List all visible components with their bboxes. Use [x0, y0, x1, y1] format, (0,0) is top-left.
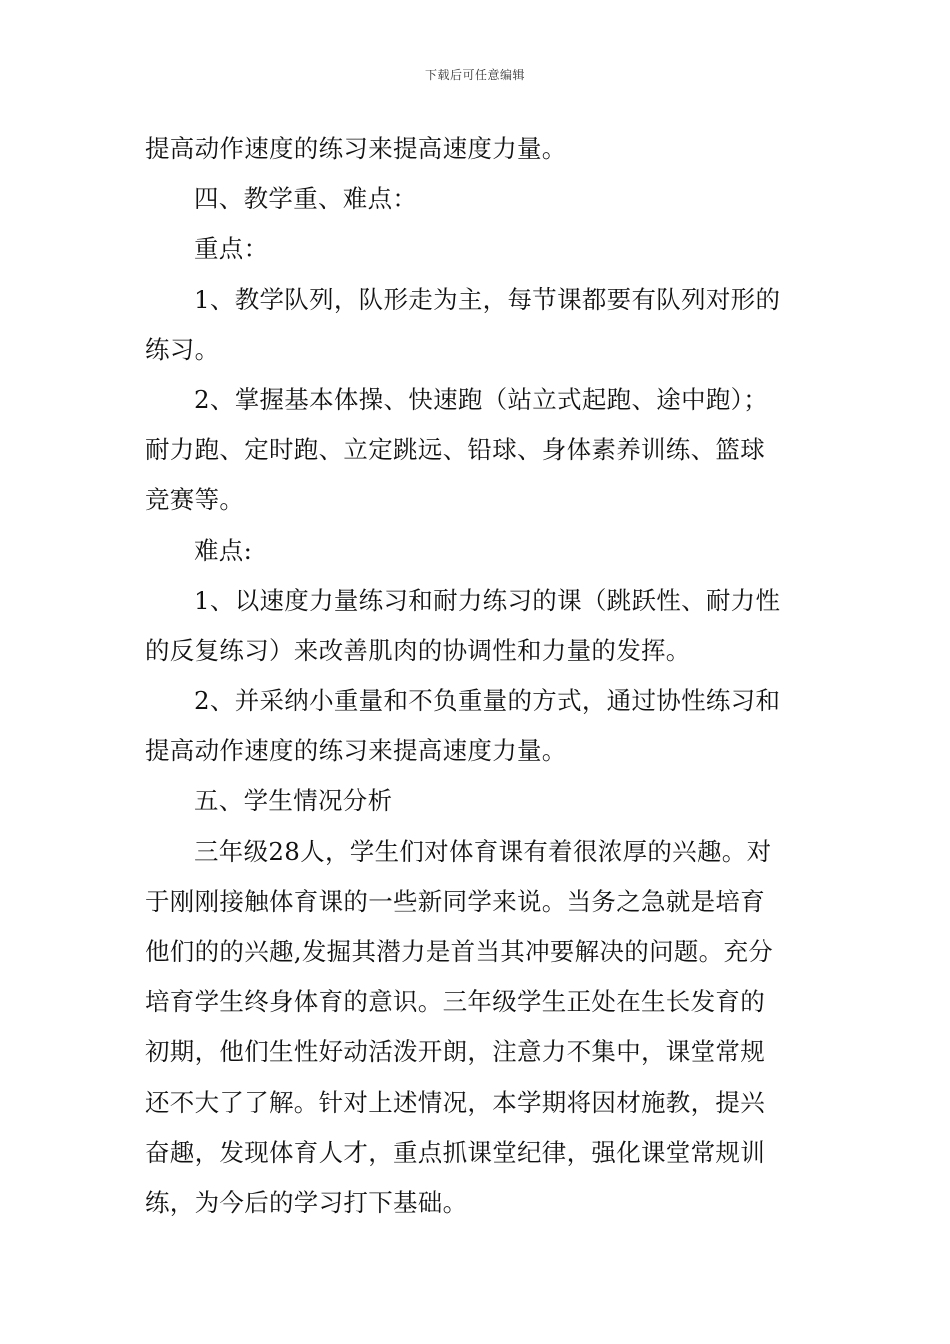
text-line-content: 于刚刚接触体育课的一些新同学来说。当务之急就是培育 — [145, 886, 765, 916]
text-line-content: 练习。 — [145, 334, 220, 364]
text-line-content: 初期，他们生性好动活泼开朗，注意力不集中，课堂常规 — [145, 1037, 765, 1067]
text-line-content: 还不大了了解。针对上述情况，本学期将因材施教，提兴 — [145, 1087, 765, 1117]
text-line — [145, 776, 810, 826]
document-body — [145, 124, 810, 1228]
text-line-content: 提高动作速度的练习来提高速度力量。 — [145, 736, 567, 766]
text-line-content: 的反复练习）来改善肌肉的协调性和力量的发挥。 — [145, 635, 691, 665]
text-line — [145, 425, 810, 475]
text-line-content: 难点: — [194, 535, 253, 565]
text-line-content: 四、教学重、难点： — [194, 184, 418, 214]
text-line-content: 耐力跑、定时跑、立定跳远、铅球、身体素养训练、篮球 — [145, 435, 765, 465]
text-line — [145, 977, 810, 1027]
page-header: 下载后可任意编辑 — [424, 68, 525, 82]
text-line-content: 他们的的兴趣,发掘其潜力是首当其冲要解决的问题。充分 — [145, 937, 774, 966]
text-line — [145, 325, 810, 375]
text-line — [145, 676, 810, 726]
text-line — [145, 475, 810, 525]
text-line-content: 奋趣，发现体育人才，重点抓课堂纪律，强化课堂常规训 — [145, 1137, 765, 1167]
text-line-content: 提高动作速度的练习来提高速度力量。 — [145, 134, 567, 163]
text-line-content: 三年级28人，学生们对体育课有着很浓厚的兴趣。对 — [194, 836, 772, 866]
text-line-content: 竞赛等。 — [145, 485, 245, 515]
text-line — [145, 526, 810, 576]
text-line-content: 2、并采纳小重量和不负重量的方式，通过协性练习和 — [194, 686, 781, 716]
text-line-content: 1、以速度力量练习和耐力练习的课（跳跃性、耐力性 — [194, 585, 781, 615]
text-line-content: 2、掌握基本体操、快速跑（站立式起跑、途中跑）； — [194, 384, 769, 414]
text-line-content: 培育学生终身体育的意识。三年级学生正处在生长发育的 — [145, 987, 765, 1017]
text-line — [145, 174, 810, 224]
text-line — [145, 1078, 810, 1128]
text-line — [145, 1128, 810, 1178]
text-line-content: 重点： — [194, 234, 269, 264]
text-line-content: 练，为今后的学习打下基础。 — [145, 1187, 468, 1217]
text-line — [145, 927, 810, 977]
text-line — [145, 1027, 810, 1077]
text-line — [145, 726, 810, 776]
text-line — [145, 375, 810, 425]
text-line-content: 1、教学队列，队形走为主，每节课都要有队列对形的 — [194, 284, 781, 314]
text-line — [145, 1178, 810, 1228]
text-line — [145, 224, 810, 274]
text-line — [145, 124, 810, 174]
text-line — [145, 877, 810, 927]
text-line — [145, 576, 810, 626]
text-line — [145, 626, 810, 676]
text-line — [145, 827, 810, 877]
text-line-content: 五、学生情况分析 — [194, 786, 393, 816]
text-line — [145, 275, 810, 325]
